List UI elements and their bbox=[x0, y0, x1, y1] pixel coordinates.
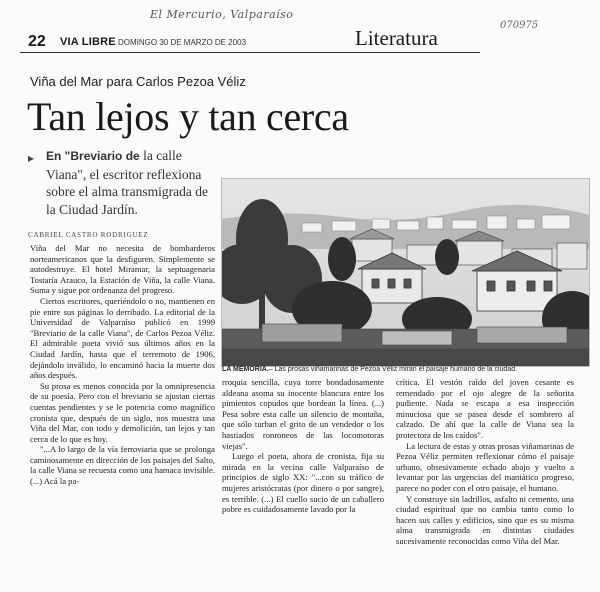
paragraph: Y construye sin ladrillos, asfalto ni cemento, una ciudad espiritual que no cambia tanto como lo hacen sus calles y edificios, sino que es su misma alma transmigrada en distintas ciudades sucesivamente reconocidas como Viña del Mar. bbox=[396, 493, 574, 546]
text-column-3 bbox=[396, 377, 574, 547]
handwritten-archive-number: 070975 bbox=[500, 20, 539, 31]
article-dek bbox=[46, 147, 211, 218]
article-headline: Tan lejos y tan cerca bbox=[27, 94, 349, 139]
caption-lead: LA MEMORIA. bbox=[222, 366, 269, 373]
section-title: Literatura bbox=[355, 26, 438, 50]
paragraph: Viña del Mar no necesita de bombarderos norteamericanos que la desfiguren. Simplemente se autodestruye. El hotel Miramar, la septuagenaria Tostaría Arauco, la Estación de Viña, la calle Viana. Suma y sigue por ordenanza del progreso. bbox=[30, 243, 215, 296]
text-column-2 bbox=[222, 377, 384, 515]
paragraph: Su prosa es menos conocida por la omnipresencia de su poesía. Pero con el breviario se ajustan ciertas cuentas pendientes y se le potencia como magnífico cronista que, después de un siglo, nos muestra una Viña del Mar, con todo y demolición, tan lejos y tan cerca de lo que es hoy. bbox=[30, 380, 215, 444]
dek-lead: En "Breviario de bbox=[46, 149, 140, 163]
masthead-rule bbox=[20, 52, 480, 53]
paragraph: "...A lo largo de la vía ferroviaria que se prolonga caminosamente en dirección de los paisajes del Salto, la calle Viana se recuesta como una hamaca invisible. (...) Acá la pa- bbox=[30, 444, 215, 487]
paragraph: crítica. El vestón raído del joven cesante es remendado por el ojo alegre de la señorita pudiente. Nada se escapa a esa inspección minuciosa que se pasea desde el sombrero al calzado. De ahí que la calle de Viana sea la protectora de los caídos". bbox=[396, 377, 574, 440]
issue-date: DOMINGO 30 DE MARZO DE 2003 bbox=[118, 38, 247, 47]
photo-caption bbox=[222, 366, 592, 373]
newspaper-name: VIA LIBRE bbox=[60, 36, 116, 48]
paragraph: La lectura de estas y otras prosas viñamarinas de Pezoa Véliz permiten reflexionar cómo el paisaje urbano, obsesivamente echado abajo y vuelto a levantar por las urgencias del maniático progreso, parece no poder con el otro paisaje, el humano. bbox=[396, 440, 574, 493]
caption-text: – Las prosas viñamarinas de Pezoa Véliz miran el paisaje humano de la ciudad. bbox=[268, 366, 518, 373]
arrow-icon: ▸ bbox=[28, 151, 35, 165]
byline: CABRIEL CASTRO RODRIGUEZ bbox=[28, 231, 149, 239]
article-kicker: Viña del Mar para Carlos Pezoa Véliz bbox=[30, 74, 246, 89]
paragraph: Luego el poeta, ahora de cronista, fija su mirada en la vecina calle Valparaíso de principios de siglo XX: "...con su tráfico de mujeres aristócratas (por dinero o por sangre), es terrible. (...) El cuello sucio de un caballero pobre es cuidadosamente lavado por la bbox=[222, 451, 384, 515]
paragraph: Ciertos escritores, queriéndolo o no, mantienen en pie entre sus páginas lo derribado. La editorial de la Universidad de Valparaíso publicó en 1999 "Breviario de la calle Viana", de Carlos Pezoa Véliz. El admirable poeta vivió sus últimos años en la Ciudad Jardín, hasta que el terremoto de 1906, dejándolo inválido, lo encaminó hacia la muerte dos años después. bbox=[30, 295, 215, 381]
paragraph: rroquia sencilla, cuya torre bondadosamente aldeana asoma su inocente blancura entre los pimientos copudos que bordean la línea. (...) Pesa sobre esta calle un silencio de montaña, que sólo turban el grito de un vendedor o los hastiados ronroneos de las locomotoras viejas". bbox=[222, 377, 384, 451]
dek-rest: la calle Viana", el escritor reflexiona sobre el alma transmigrada de la Ciudad Jardín. bbox=[46, 148, 208, 217]
photo-illustration bbox=[222, 179, 589, 366]
page-number: 22 bbox=[28, 33, 46, 50]
city-photo bbox=[221, 178, 590, 367]
text-column-1 bbox=[30, 243, 215, 487]
handwritten-source-note: El Mercurio, Valparaíso bbox=[150, 8, 294, 21]
